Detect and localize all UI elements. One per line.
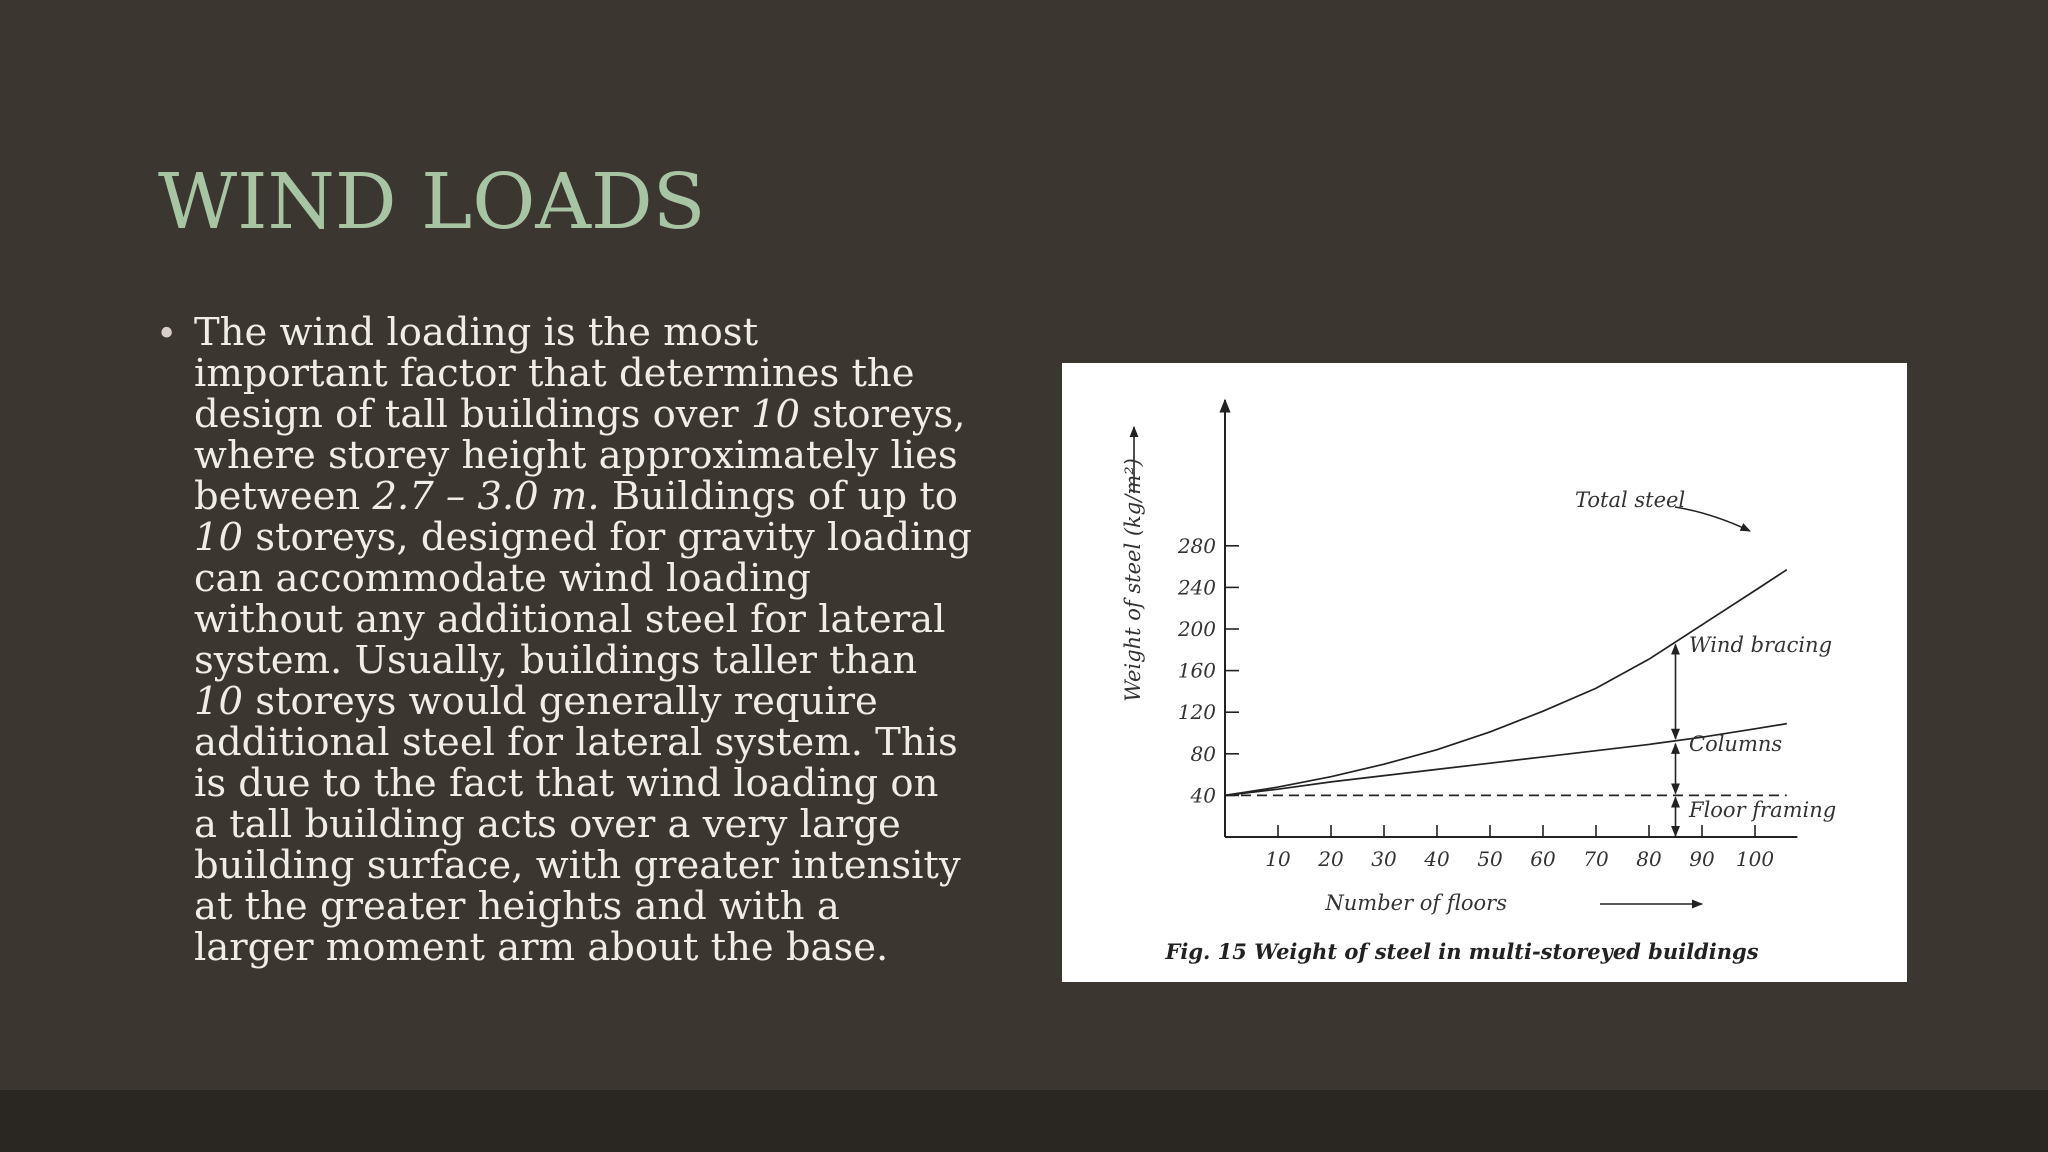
bullet-line — [194, 558, 972, 599]
bullet-emphasis: 2.7 – 3.0 m. — [372, 474, 600, 519]
bullet-line — [194, 886, 972, 927]
bullet-segment: without any additional steel for lateral — [194, 597, 946, 642]
x-tick-label: 80 — [1636, 847, 1662, 871]
bullet-segment: system. Usually, buildings taller than — [194, 638, 918, 683]
bullet-segment: important factor that determines the — [194, 351, 915, 396]
bullet-emphasis: 10 — [750, 392, 800, 437]
bullet-emphasis: 10 — [194, 515, 243, 560]
bullet-segment: building surface, with greater intensity — [194, 843, 961, 888]
bullet-line — [194, 845, 972, 886]
bullet-line — [194, 640, 972, 681]
bullet-segment: where storey height approximately lies — [194, 433, 958, 478]
bullet-segment: storeys, designed for gravity loading — [243, 515, 972, 560]
bullet-line — [194, 599, 972, 640]
y-tick-label: 120 — [1177, 700, 1216, 725]
steel-weight-chart — [1062, 363, 1907, 982]
bullet-segment: The wind loading is the most — [194, 310, 759, 355]
bullet-segment: additional steel for lateral system. This — [194, 720, 958, 765]
x-axis-label: Number of floors — [1325, 891, 1507, 915]
bullet-line — [194, 517, 972, 558]
bullet-line — [194, 804, 972, 845]
x-tick-label: 10 — [1265, 847, 1291, 871]
x-tick-label: 40 — [1424, 847, 1450, 871]
bullet-line — [194, 681, 972, 722]
bullet-line — [194, 722, 972, 763]
bullet-line — [194, 435, 972, 476]
x-tick-label: 70 — [1583, 847, 1609, 871]
x-tick-label: 30 — [1371, 847, 1397, 871]
bullet-line — [194, 394, 972, 435]
figure-caption: Fig. 15 Weight of steel in multi-storeyed buildings — [1165, 939, 1759, 964]
bullet-line — [194, 476, 972, 517]
y-tick-label: 280 — [1177, 533, 1216, 558]
y-tick-label: 200 — [1177, 617, 1216, 641]
y-axis-label: Weight of steel (kg/m²) — [1121, 458, 1145, 702]
y-tick-label: 240 — [1177, 575, 1216, 600]
x-tick-label: 20 — [1318, 847, 1344, 871]
bullet-segment: at the greater heights and with a — [194, 884, 840, 929]
bullet-segment: storeys, — [799, 392, 966, 437]
bullet-segment: a tall building acts over a very large — [194, 802, 901, 847]
slide-title: WIND LOADS — [158, 158, 706, 247]
annotation-total-steel: Total steel — [1575, 488, 1686, 512]
y-tick-label: 80 — [1190, 741, 1216, 766]
chart-ticks — [1177, 534, 1775, 871]
bullet-line — [194, 312, 972, 353]
annotation-floor-framing: Floor framing — [1689, 798, 1837, 822]
bullet-dot: • — [156, 314, 178, 355]
bullet-segment: larger moment arm about the base. — [194, 925, 889, 970]
bullet-line — [194, 353, 972, 394]
total-steel-leader-arrow — [1675, 507, 1750, 531]
annotation-wind-bracing: Wind bracing — [1689, 633, 1833, 657]
bullet-segment: storeys would generally require — [243, 679, 878, 724]
chart-series — [1225, 570, 1787, 796]
bullet-segment: can accommodate wind loading — [194, 556, 811, 601]
x-tick-label: 100 — [1735, 847, 1775, 871]
figure-panel — [1062, 363, 1907, 982]
y-tick-label: 40 — [1190, 783, 1216, 808]
bottom-band — [0, 1090, 2048, 1152]
x-tick-label: 90 — [1689, 847, 1715, 871]
chart-annotations — [1575, 488, 1836, 836]
bullet-text — [194, 312, 972, 968]
y-tick-label: 160 — [1177, 658, 1216, 683]
bullet-segment: between — [194, 474, 373, 519]
x-tick-label: 50 — [1477, 847, 1503, 871]
annotation-columns: Columns — [1689, 732, 1783, 756]
bullet-line — [194, 927, 972, 968]
bullet-segment: Buildings of up to — [599, 474, 958, 519]
bullet-emphasis: 10 — [194, 679, 243, 724]
bullet-line — [194, 763, 972, 804]
bullet-segment: is due to the fact that wind loading on — [194, 761, 939, 806]
bullet-segment: design of tall buildings over — [194, 392, 751, 437]
x-tick-label: 60 — [1530, 847, 1556, 871]
